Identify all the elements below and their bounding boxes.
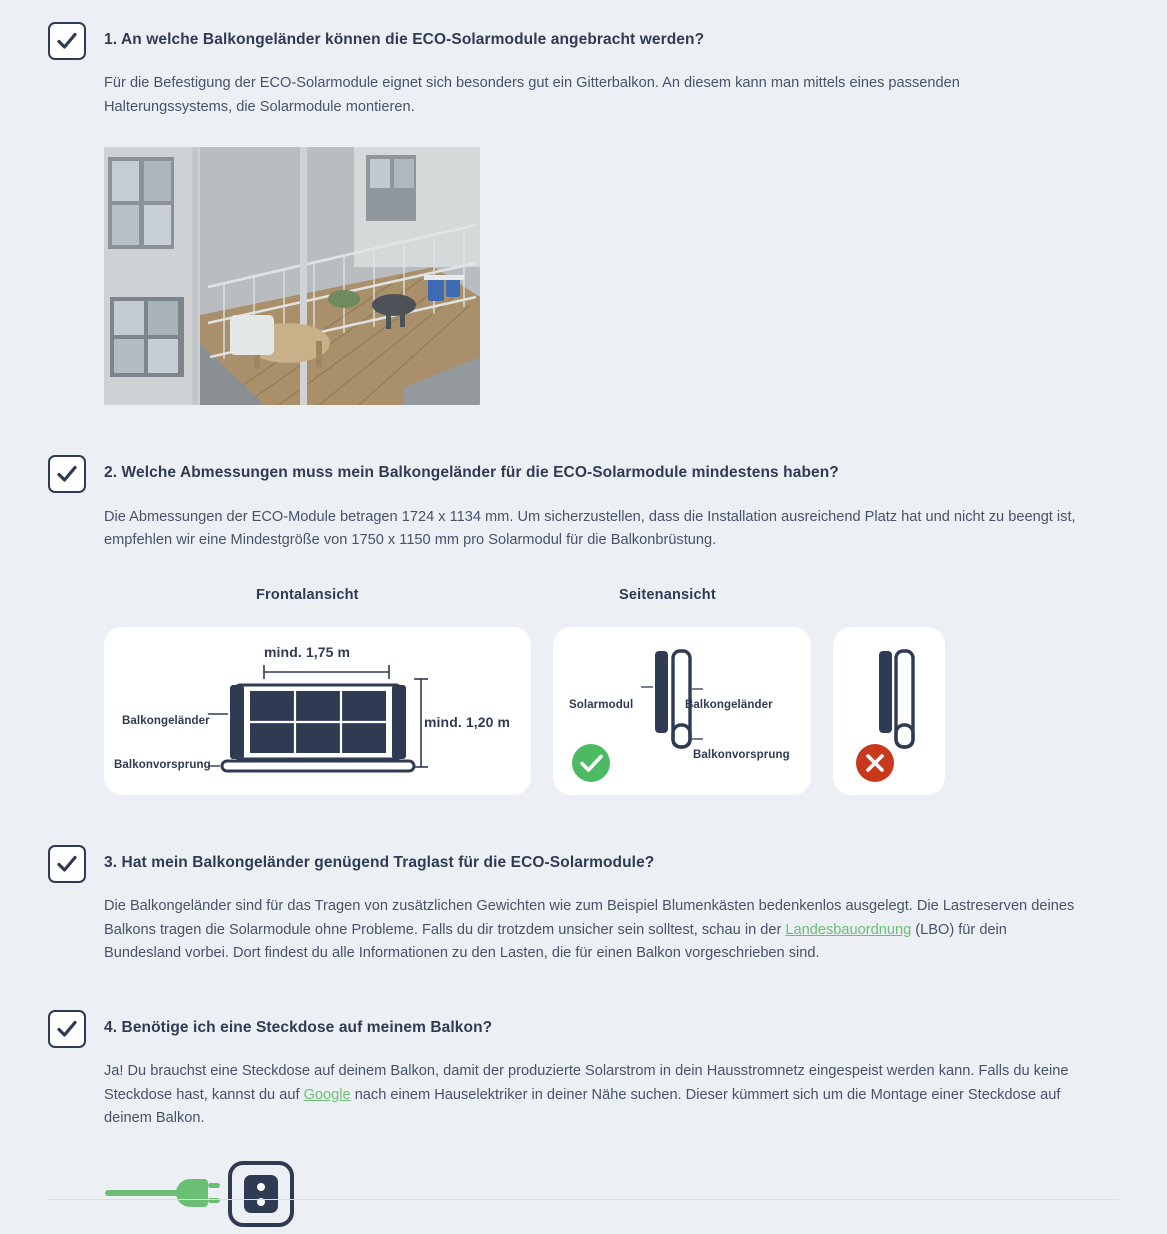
landesbauordnung-link[interactable]: Landesbauordnung: [785, 921, 912, 938]
label-min-width: mind. 1,75 m: [264, 643, 351, 660]
faq-item-2: [0, 451, 1167, 794]
faq-answer-2: Die Abmessungen der ECO-Module betragen 1724 x 1134 mm. Um sicherzustellen, dass die Installation ausreichend Platz hat und nicht zu beengt ist, empfehlen wir eine Mindestgröße von 1750 x 1150 mm pro Solarmodul für die Balkonbrüstung.: [104, 508, 1076, 549]
faq-question-2: 2. Welche Abmessungen muss mein Balkongeländer für die ECO-Solarmodule mindestens haben?: [104, 464, 839, 482]
diagram-cards: [104, 627, 1107, 795]
faq-answer-4: [104, 1060, 1079, 1131]
faq-item-1: [0, 22, 1167, 405]
side-view-ok-drawing: [553, 627, 811, 795]
faq-answer-3-part1: Die Balkongeländer sind für das Tragen von zusätzlichen Gewichten wie zum Beispiel Blumenkästen bedenkenlos ausgelegt. Die Lastreserven deines Balkons tragen die Solarmodule ohne Probleme. Falls du dir trotzdem unsicher sein solltest, schau in der: [104, 897, 1075, 938]
faq-question-4: 4. Benötige ich eine Steckdose auf meinem Balkon?: [104, 1018, 493, 1036]
checkmark-icon: [48, 845, 86, 883]
checkmark-icon: [48, 455, 86, 493]
diagram-card-front: [104, 627, 531, 795]
diagram-title-side: Seitenansicht: [619, 586, 716, 603]
faq-answer-4-part1: Ja! Du brauchst eine Steckdose auf deinem Balkon, damit der produzierte Solarstrom in dein Hausstromnetz eingespeist werden kann. Falls du keine Steckdose hast, kannst du auf: [104, 1063, 1069, 1103]
faq-answer-4-part2: nach einem Hauselektriker in deiner Nähe suchen. Dieser kümmert sich um die Montage einer Steckdose auf deinem Balkon.: [104, 1086, 1061, 1127]
diagram-title-front: Frontalansicht: [256, 586, 359, 603]
diagram-titles: [104, 587, 1107, 613]
faq-item-3: [0, 843, 1167, 966]
label-balkongelaender-side: Balkongeländer: [685, 698, 773, 711]
checkmark-icon: [48, 1010, 86, 1048]
label-balkonvorsprung-side: Balkonvorsprung: [693, 748, 790, 761]
side-view-bad-drawing: [833, 627, 945, 795]
diagram-card-side-ok: [553, 627, 811, 795]
checkmark-icon: [48, 22, 86, 60]
google-link[interactable]: Google: [303, 1086, 351, 1103]
faq-question-3: 3. Hat mein Balkongeländer genügend Traglast für die ECO-Solarmodule?: [104, 853, 655, 871]
label-balkongelaender-front: Balkongeländer: [122, 714, 210, 727]
label-min-height: mind. 1,20 m: [424, 713, 511, 730]
faq-question-1: 1. An welche Balkongeländer können die ECO-Solarmodule angebracht werden?: [104, 31, 705, 48]
faq-item-4: [0, 1010, 1167, 1227]
label-balkonvorsprung-front: Balkonvorsprung: [114, 758, 211, 771]
faq-answer-3-part2: (LBO) für dein Bundesland vorbei. Dort findest du alle Informationen zu den Lasten, die für einen Balkon vorgeschrieben sind.: [104, 921, 1007, 962]
label-solarmodul: Solarmodul: [569, 698, 634, 711]
faq-answer-3: [104, 895, 1079, 966]
faq-answer-1: Für die Befestigung der ECO-Solarmodule eignet sich besonders gut ein Gitterbalkon. An diesem kann man mittels eines passenden Halterungssystems, die Solarmodule montieren.: [104, 75, 960, 115]
balcony-photo: [104, 147, 480, 405]
check-circle-icon: [572, 744, 610, 782]
power-plug-socket-icon: [104, 1157, 304, 1227]
diagram-card-side-bad: [833, 627, 945, 795]
bottom-divider: [48, 1199, 1119, 1200]
